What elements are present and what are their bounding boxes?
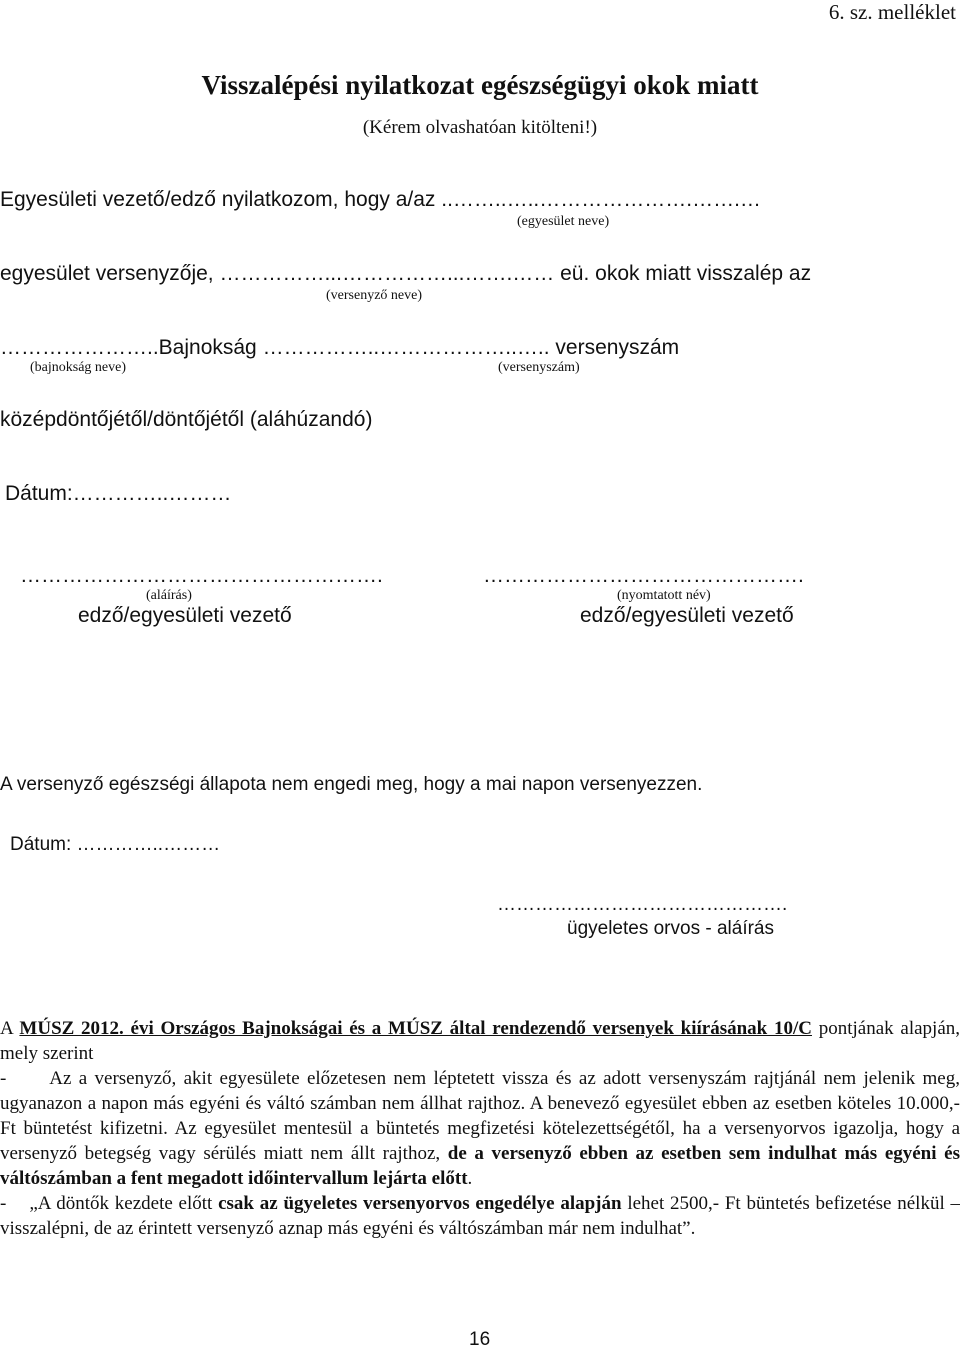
page-number: 16 — [469, 1329, 491, 1350]
rule-paragraph-2 — [0, 1191, 960, 1241]
championship-name-label: (bajnokság neve) — [30, 360, 127, 375]
rules-intro — [0, 1016, 960, 1066]
signature-dots: ……………………………………………. — [20, 564, 383, 587]
doctor-signature-role: ügyeletes orvos - aláírás — [567, 918, 774, 939]
printed-name-role: edző/egyesületi vezető — [580, 604, 794, 627]
event-label: (versenyszám) — [498, 360, 580, 375]
club-line: Egyesületi vezető/edző nyilatkozom, hogy a/az ..……..…..………………….…….… — [0, 188, 761, 211]
printed-name-label: (nyomtatott név) — [617, 588, 711, 603]
rule-1-end: . — [467, 1168, 473, 1189]
competitor-name-label: (versenyző neve) — [326, 288, 423, 303]
date-field: Dátum:…………..……… — [5, 482, 232, 505]
annex-label: 6. sz. melléklet — [828, 0, 956, 24]
doctor-statement: A versenyző egészségi állapota nem engedi meg, hogy a mai napon versenyezzen. — [0, 774, 703, 795]
club-name-label: (egyesület neve) — [517, 214, 610, 229]
doctor-date: Dátum: …………..……… — [10, 834, 221, 855]
rule-2-bold: csak az ügyeletes versenyorvos engedélye alapján — [218, 1193, 622, 1214]
rule-1-text: - Az a versenyző, akit egyesülete előzetesen nem léptetett vissza és az adott versenyszám rajtjánál nem jelenik meg, ugyanazon a napon más egyéni és váltó számban nem állhat rajthoz. A benevező egyesület ebben az esetben köteles 10.000,- Ft büntetést kifizetni. Az egyesület mentesül a büntetés megfizetési kötelezettségétől, ha a versenyorvos igazolja, hogy a versenyző betegség vagy sérülés miatt nem állt rajthoz, — [0, 1068, 960, 1164]
rules-intro-suffix: pontjának alapján, mely szerint — [0, 1018, 960, 1064]
printed-name-dots: ………………………………………. — [483, 564, 804, 587]
competitor-line: egyesület versenyzője, ……………...……………...…….…… eü. okok miatt visszalép az — [0, 262, 812, 285]
signature-role: edző/egyesületi vezető — [78, 604, 292, 627]
rules-reference: MÚSZ 2012. évi Országos Bajnokságai és a MÚSZ által rendezendő versenyek kiírásának 10/C — [19, 1018, 812, 1039]
doctor-signature-dots: ………………………………………. — [497, 894, 788, 915]
page-subtitle: (Kérem olvashatóan kitölteni!) — [362, 117, 598, 138]
page-title: Visszalépési nyilatkozat egészségügyi okok miatt — [201, 70, 759, 100]
rules-intro-prefix: A — [0, 1018, 20, 1039]
rule-1-bold: de a versenyző ebben az esetben sem indulhat más egyéni és váltószámban a fent megadott időintervallum lejárta előtt — [0, 1143, 960, 1189]
rule-2-text-b: lehet 2500,- Ft büntetés befizetése nélkül – visszalépni, de az érintett versenyző aznap más egyéni és váltószámban már nem indulhat”. — [0, 1193, 960, 1239]
championship-line: …………………..Bajnokság ……………..………………..….. versenyszám — [0, 336, 680, 359]
stage-line: középdöntőjétől/döntőjétől (aláhúzandó) — [0, 408, 373, 431]
rule-2-text-a: - „A döntők kezdete előtt — [0, 1193, 219, 1214]
rule-paragraph-1 — [0, 1066, 960, 1191]
signature-label: (aláírás) — [146, 588, 192, 603]
